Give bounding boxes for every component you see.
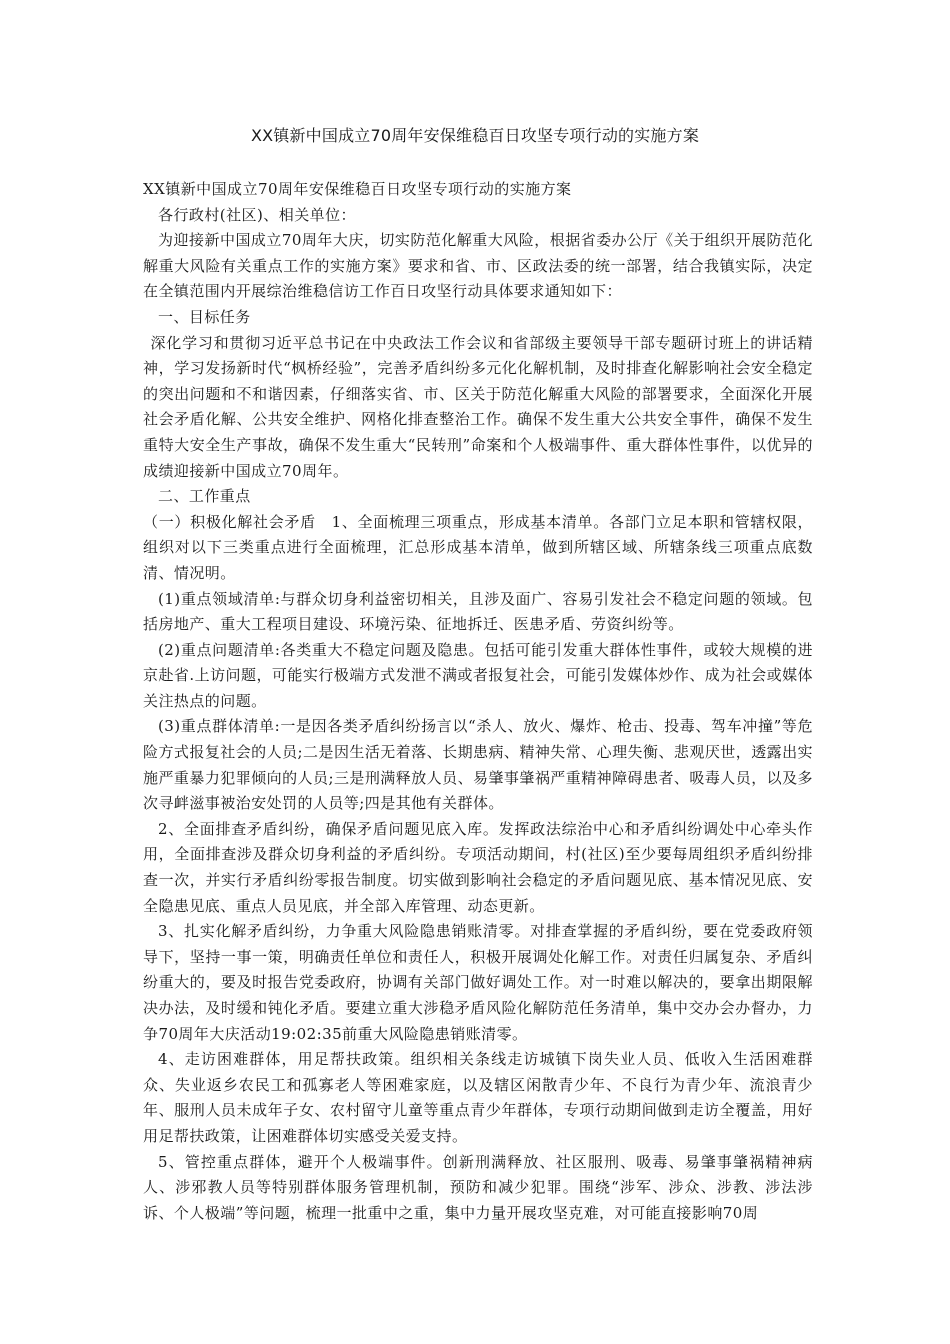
- body-heading: XX镇新中国成立70周年安保维稳百日攻坚专项行动的实施方案: [143, 180, 572, 198]
- list-key-groups: (3)重点群体清单:一是因各类矛盾纠纷扬言以“杀人、放火、爆炸、枪击、投毒、驾车冲撞”等危险方式报复社会的人员;二是因生活无着落、长期患病、精神失常、心理失衡、悲观厌世，透露出实施严重暴力犯罪倾向的人员;三是刑满释放人员、易肇事肇祸严重精神障碍患者、吸毒人员，以及多次寻衅滋事被治安处罚的人员等;四是其他有关群体。: [143, 717, 813, 813]
- intro-paragraph: 为迎接新中国成立70周年大庆，切实防范化解重大风险，根据省委办公厅《关于组织开展防范化解重大风险有关重点工作的实施方案》要求和省、市、区政法委的统一部署，结合我镇实际，决定在全镇范围内开展综治维稳信访工作百日攻坚行动具体要求通知如下：: [143, 231, 813, 301]
- document-body: [143, 177, 813, 1226]
- focus-item-2: 2、全面排查矛盾纠纷，确保矛盾问题见底入库。发挥政法综治中心和矛盾纠纷调处中心牵头作用，全面排查涉及群众切身利益的矛盾纠纷。专项活动期间，村(社区)至少要每周组织矛盾纠纷排查一次，并实行矛盾纠纷零报告制度。切实做到影响社会稳定的矛盾问题见底、基本情况见底、安全隐患见底、重点人员见底，并全部入库管理、动态更新。: [143, 819, 813, 915]
- document-title: XX镇新中国成立70周年安保维稳百日攻坚专项行动的实施方案: [250, 126, 700, 145]
- section-heading-focus: 二、工作重点: [158, 487, 251, 506]
- focus-item-1: （一）积极化解社会矛盾 1、全面梳理三项重点，形成基本清单。各部门立足本职和管辖权限，组织对以下三类重点进行全面梳理，汇总形成基本清单，做到所辖区域、所辖条线三项重点底数清、情况明。: [143, 512, 813, 582]
- focus-item-4: 4、走访困难群体，用足帮扶政策。组织相关条线走访城镇下岗失业人员、低收入生活困难群众、失业返乡农民工和孤寡老人等困难家庭，以及辖区闲散青少年、不良行为青少年、流浪青少年、服刑人员未成年子女、农村留守儿童等重点青少年群体，专项行动期间做到走访全覆盖，用好用足帮扶政策，让困难群体切实感受关爱支持。: [143, 1050, 813, 1145]
- goals-paragraph: 深化学习和贯彻习近平总书记在中央政法工作会议和省部级主要领导干部专题研讨班上的讲话精神，学习发扬新时代“枫桥经验”，完善矛盾纠纷多元化化解机制，及时排查化解影响社会安全稳定的突出问题和不和谐因素，仔细落实省、市、区关于防范化解重大风险的部署要求，全面深化开展社会矛盾化解、公共安全维护、网格化排查整治工作。确保不发生重大公共安全事件，确保不发生重特大安全生产事故，确保不发生重大“民转刑”命案和个人极端事件、重大群体性事件，以优异的成绩迎接新中国成立70周年。: [143, 333, 813, 480]
- list-key-areas: (1)重点领域清单:与群众切身利益密切相关，且涉及面广、容易引发社会不稳定问题的领域。包括房地产、重大工程项目建设、环境污染、征地拆迁、医患矛盾、劳资纠纷等。: [143, 589, 813, 634]
- section-heading-goals: 一、目标任务: [158, 307, 251, 326]
- list-key-issues: (2)重点问题清单:各类重大不稳定问题及隐患。包括可能引发重大群体性事件，或较大规模的进京赴省.上访问题，可能实行极端方式发泄不满或者报复社会，可能引发媒体炒作、成为社会或媒体关注热点的问题。: [143, 640, 813, 710]
- focus-item-5: 5、管控重点群体，避开个人极端事件。创新刑满释放、社区服刑、吸毒、易肇事肇祸精神病人、涉邪教人员等特别群体服务管理机制，预防和减少犯罪。围绕“涉军、涉众、涉教、涉法涉诉、个人极端”等问题，梳理一批重中之重，集中力量开展攻坚克难，对可能直接影响70周: [143, 1152, 813, 1222]
- focus-item-3: 3、扎实化解矛盾纠纷，力争重大风险隐患销账清零。对排查掌握的矛盾纠纷，要在党委政府领导下，坚持一事一策，明确责任单位和责任人，积极开展调处化解工作。对责任归属复杂、矛盾纠纷重大的，要及时报告党委政府，协调有关部门做好调处工作。对一时难以解决的，要拿出期限解决办法，及时缓和钝化矛盾。要建立重大涉稳矛盾风险化解防范任务清单，集中交办会办督办，力争70周年大庆活动19:02:35前重大风险隐患销账清零。: [143, 922, 813, 1043]
- addressee: 各行政村(社区)、相关单位：: [158, 205, 357, 224]
